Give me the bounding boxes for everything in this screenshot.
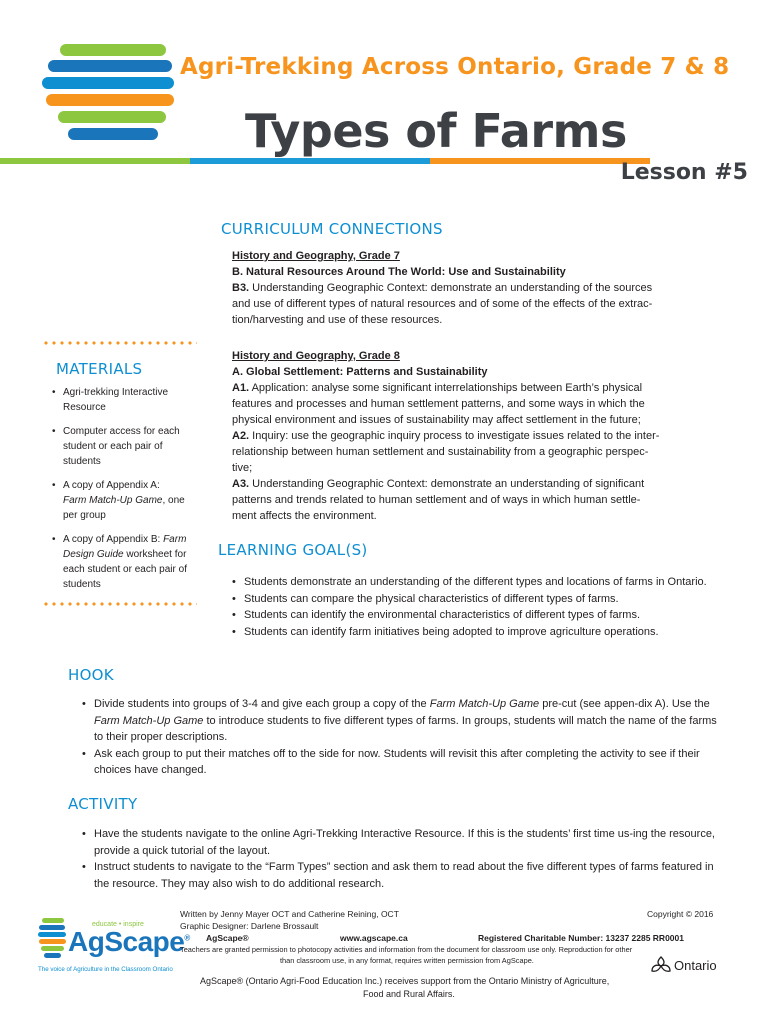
- a1-line3: physical environment and issues of sustainability may affect settlement in the future;: [232, 414, 641, 426]
- materials-item-suffix: worksheet for: [123, 549, 187, 560]
- materials-item: [52, 478, 212, 523]
- materials-divider-top: [42, 341, 197, 345]
- footer-author: Written by Jenny Mayer OCT and Catherine Reining, OCT: [180, 909, 399, 919]
- hook-text: to introduce students to five different types of farms. In groups, students will match the name of the farms to their proper descriptions.: [94, 714, 717, 743]
- learning-goal-item: • Students can compare the physical characteristics of different types of farms.: [230, 591, 730, 608]
- hook-text: Divide students into groups of 3-4 and give each group a copy of the: [94, 698, 430, 710]
- b3-line3: tion/harvesting and use of these resources.: [232, 314, 443, 326]
- grade7-subtitle: B. Natural Resources Around The World: Use and Sustainability: [232, 266, 566, 278]
- footer-designer: Graphic Designer: Darlene Brossault: [180, 921, 319, 931]
- materials-list: [52, 385, 212, 601]
- materials-item: [52, 385, 212, 415]
- materials-item-text: [63, 493, 212, 508]
- materials-item-prefix: A copy of Appendix B:: [63, 534, 164, 545]
- materials-item-text: [63, 547, 212, 562]
- learning-goals-list: [230, 574, 730, 640]
- a3-line1: [232, 476, 732, 492]
- learning-goal-item: • Students can identify farm initiatives being adopted to improve agriculture operations.: [230, 624, 730, 641]
- materials-item-text: student or each pair of: [63, 441, 163, 452]
- band-orange: [430, 158, 650, 164]
- footer-org: AgScape®: [206, 933, 249, 943]
- a2-code: A2.: [232, 430, 250, 442]
- a1-line1: [232, 380, 732, 396]
- grade7-b3: [232, 280, 732, 296]
- a2-line3: tive;: [232, 462, 253, 474]
- grade8-subtitle: A. Global Settlement: Patterns and Sustainability: [232, 366, 488, 378]
- footer-support-line1: AgScape® (Ontario Agri-Food Education Inc.) receives support from the Ontario Ministry of Agriculture,: [200, 976, 610, 986]
- logo-tagline: educate • inspire: [92, 921, 144, 928]
- learning-goals-heading: LEARNING GOAL(S): [218, 541, 368, 559]
- footer-support-line2: Food and Rural Affairs.: [363, 989, 455, 999]
- header-color-band: [0, 158, 650, 164]
- hook-list: [80, 696, 720, 779]
- curriculum-grade8: [232, 348, 732, 524]
- agscape-logo: [38, 912, 190, 982]
- b3-line2: and use of different types of natural resources and of some of the effects of the extrac-: [232, 298, 653, 310]
- curriculum-heading: CURRICULUM CONNECTIONS: [221, 220, 443, 238]
- logo-registered: ®: [184, 933, 190, 943]
- learning-goal-item: • Students demonstrate an understanding of the different types and locations of farms in Ontario.: [230, 574, 730, 591]
- a3-line2: patterns and trends related to human settlement and of ways in which human settle-: [232, 494, 641, 506]
- materials-item-text: students: [63, 456, 101, 467]
- lesson-number: Lesson #5: [620, 160, 748, 185]
- logo-name: [68, 926, 190, 958]
- materials-item-text: students: [63, 579, 101, 590]
- grade7-title: History and Geography, Grade 7: [232, 250, 400, 262]
- a3-text: Understanding Geographic Context: demonstrate an understanding of significant: [249, 478, 645, 490]
- a1-code: A1.: [232, 382, 250, 394]
- a1-text: Application: analyse some significant interrelationships between Earth’s physical: [249, 382, 643, 394]
- trillium-icon: [650, 955, 672, 975]
- activity-item: • Have the students navigate to the online Agri-Trekking Interactive Resource. If this is the students’ first time us-ing the resource, provide a quick tutorial of the layout.: [80, 826, 720, 859]
- ontario-wordmark: Ontario: [674, 957, 717, 973]
- logo-bar-green-bottom: [58, 111, 166, 123]
- appendix-b-title-part2: Design Guide: [63, 549, 124, 560]
- logo-bar-green-top: [60, 44, 166, 56]
- activity-heading: ACTIVITY: [68, 795, 138, 813]
- hook-item: [80, 696, 720, 746]
- materials-item-text: • Computer access for each: [63, 426, 180, 437]
- hook-item: • Ask each group to put their matches off to the side for now. Students will revisit this after completing the activity to see if their choices have changed.: [80, 746, 720, 779]
- materials-item-text: • Agri-trekking Interactive: [63, 387, 169, 398]
- materials-item-suffix: , one: [162, 495, 185, 506]
- page-title: Types of Farms: [245, 104, 627, 158]
- ontario-logo: [650, 955, 717, 975]
- footer-website[interactable]: www.agscape.ca: [340, 933, 408, 943]
- materials-item-text: per group: [63, 510, 106, 521]
- grade8-title: History and Geography, Grade 8: [232, 350, 400, 362]
- materials-heading: MATERIALS: [56, 360, 143, 378]
- activity-list: [80, 826, 720, 892]
- unit-subtitle: Agri-Trekking Across Ontario, Grade 7 & 8: [180, 54, 730, 80]
- hook-heading: HOOK: [68, 666, 114, 684]
- band-green: [0, 158, 190, 164]
- footer-charity-number: Registered Charitable Number: 13237 2285 RR0001: [478, 933, 684, 943]
- logo-wordmark: AgScape: [68, 926, 185, 957]
- a3-line3: ment affects the environment.: [232, 510, 377, 522]
- b3-text: Understanding Geographic Context: demonstrate an understanding of the sources: [249, 282, 653, 294]
- band-blue: [190, 158, 430, 164]
- b3-code: B3.: [232, 282, 250, 294]
- appendix-b-title-part1: Farm: [163, 534, 187, 545]
- materials-item-text: [63, 532, 212, 547]
- logo-bar-lightblue: [42, 77, 174, 89]
- logo-bar-blue-bottom: [68, 128, 158, 140]
- materials-item-text: each student or each pair of: [63, 564, 187, 575]
- footer-permission-line2: than classroom use, in any format, requires written permission from AgScape.: [280, 956, 534, 965]
- footer-permission-line1: Teachers are granted permission to photocopy activities and information from the document for classroom use only. Reproduction for other: [180, 945, 633, 954]
- a3-code: A3.: [232, 478, 250, 490]
- logo-bar-orange: [46, 94, 174, 106]
- hook-game-name: Farm Match-Up Game: [94, 714, 204, 727]
- a2-text: Inquiry: use the geographic inquiry process to investigate issues related to the inter-: [249, 430, 660, 442]
- logo-bar-blue: [48, 60, 172, 72]
- a2-line1: [232, 428, 732, 444]
- logo-caption: The voice of Agriculture in the Classroom Ontario: [38, 966, 173, 973]
- activity-item: • Instruct students to navigate to the “Farm Types” section and ask them to read about the five different types of farms featured in the resource. They may also wish to do additional research.: [80, 859, 720, 892]
- a2-line2: relationship between human settlement and sustainability from a geographic perspec-: [232, 446, 649, 458]
- hook-game-name: Farm Match-Up Game: [429, 698, 540, 710]
- a1-line2: features and processes and human settlement patterns, and some ways in which the: [232, 398, 645, 410]
- curriculum-grade7: [232, 248, 732, 328]
- appendix-a-title: Farm Match-Up Game: [63, 495, 163, 506]
- materials-divider-bottom: [42, 602, 197, 606]
- materials-item: [52, 424, 212, 469]
- hook-text: pre-cut (see appen-dix A). Use the: [539, 698, 710, 710]
- footer-copyright: Copyright © 2016: [647, 909, 714, 919]
- materials-item-text: Resource: [63, 402, 106, 413]
- materials-item: [52, 532, 212, 592]
- learning-goal-item: • Students can identify the environmental characteristics of different types of farms.: [230, 607, 730, 624]
- materials-item-text: • A copy of Appendix A:: [63, 480, 160, 491]
